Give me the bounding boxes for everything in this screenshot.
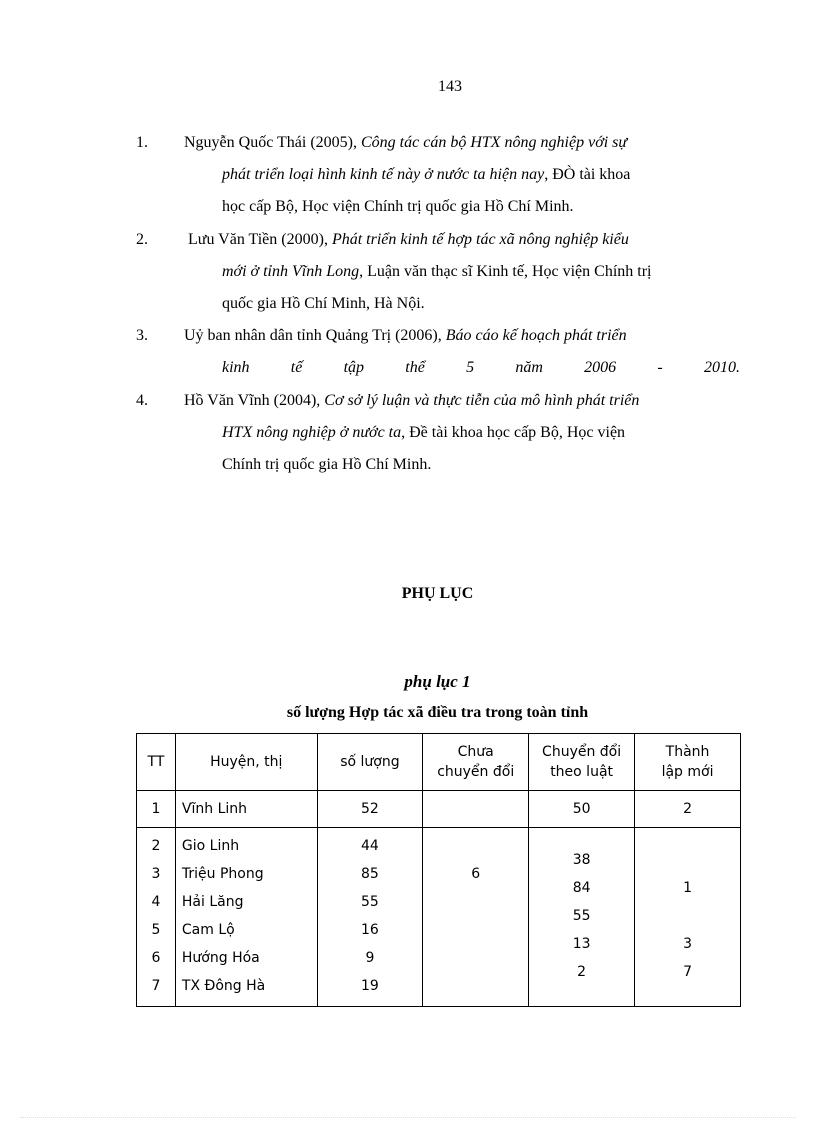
count-value: 9 — [365, 950, 375, 966]
cell-new: 2 — [635, 791, 741, 828]
count-value: 19 — [361, 978, 379, 994]
cooperatives-table — [136, 733, 741, 1007]
cell-count: 52 — [317, 791, 423, 828]
reference-author: Lưu Văn Tiền (2000), — [188, 231, 332, 248]
reference-title-cont: mới ở tỉnh Vĩnh Long — [222, 263, 360, 280]
reference-title-cont: kinh tế tập thể 5 năm 2006 - 2010. — [222, 359, 740, 376]
reference-2 — [136, 231, 740, 321]
appendix-title: phụ lục 1 — [404, 672, 471, 691]
header-new: Thành lập mới — [635, 734, 741, 791]
tt-value: 6 — [151, 950, 161, 966]
converted-value: 84 — [572, 880, 591, 896]
header-count: số lượng — [317, 734, 423, 791]
converted-value: 13 — [572, 936, 591, 952]
reference-title: Phát triển kinh tế hợp tác xã nông nghiệp kiểu — [331, 231, 629, 248]
new-value: 7 — [683, 964, 692, 980]
tt-value: 4 — [151, 894, 161, 910]
appendix-subtitle: số lượng Hợp tác xã điều tra trong toàn tỉnh — [286, 704, 589, 721]
reference-number: 4. — [136, 392, 148, 409]
tt-value: 5 — [151, 922, 161, 938]
cell-new-group — [635, 828, 741, 1007]
header-tt: TT — [137, 734, 176, 791]
reference-author: Hồ Văn Vĩnh (2004), — [184, 392, 325, 409]
cell-not-converted-group — [423, 828, 529, 1007]
reference-author: Uỷ ban nhân dân tỉnh Quảng Trị (2006), — [184, 327, 446, 344]
cell-not-converted — [423, 791, 529, 828]
cell-tt-group — [137, 828, 176, 1007]
converted-value: 2 — [577, 964, 587, 980]
new-value: 1 — [683, 880, 692, 896]
tt-value: 7 — [151, 978, 161, 994]
table-header-row — [137, 734, 741, 791]
page-number: 143 — [438, 78, 462, 95]
district-name: Triệu Phong — [181, 866, 264, 882]
reference-title: Cơ sở lý luận và thực tiễn của mô hình phát triển — [324, 392, 640, 409]
reference-source-cont: Chính trị quốc gia Hồ Chí Minh. — [222, 456, 432, 473]
reference-1 — [136, 134, 740, 224]
cell-converted-group — [529, 828, 635, 1007]
district-name: Cam Lộ — [181, 922, 235, 938]
page-bottom-divider — [20, 1117, 796, 1118]
cell-tt: 1 — [137, 791, 176, 828]
new-value: 3 — [683, 936, 692, 952]
reference-number: 2. — [136, 231, 148, 248]
reference-source-cont: học cấp Bộ, Học viện Chính trị quốc gia Hồ Chí Minh. — [222, 198, 574, 215]
header-converted: Chuyển đổi theo luật — [529, 734, 635, 791]
reference-3 — [136, 327, 740, 387]
count-value: 16 — [361, 922, 379, 938]
tt-value: 2 — [151, 838, 161, 854]
not-converted-value: 6 — [471, 866, 481, 882]
district-name: Hướng Hóa — [181, 950, 260, 966]
reference-number: 3. — [136, 327, 148, 344]
district-name: TX Đông Hà — [181, 978, 266, 994]
header-district: Huyện, thị — [175, 734, 317, 791]
reference-source: , Luận văn thạc sĩ Kinh tế, Học viện Chính trị — [359, 263, 652, 280]
reference-source: , Đề tài khoa học cấp Bộ, Học viện — [401, 424, 626, 441]
reference-4 — [136, 392, 740, 482]
cell-count-group — [317, 828, 423, 1007]
section-heading: PHỤ LỤC — [401, 585, 474, 602]
count-value: 44 — [361, 838, 379, 854]
cell-district-group — [175, 828, 317, 1007]
header-not-converted: Chưa chuyển đổi — [423, 734, 529, 791]
reference-source: , ĐÒ tài khoa — [544, 166, 631, 183]
count-value: 85 — [361, 866, 379, 882]
reference-number: 1. — [136, 134, 148, 151]
reference-title-cont: HTX nông nghiệp ở nước ta — [222, 424, 402, 441]
reference-title: Công tác cán bộ HTX nông nghiệp với sự — [361, 134, 628, 151]
cell-converted: 50 — [529, 791, 635, 828]
converted-value: 38 — [572, 852, 591, 868]
reference-title-cont: phát triển loại hình kinh tế này ở nước ta hiện nay — [222, 166, 545, 183]
reference-source-cont: quốc gia Hồ Chí Minh, Hà Nội. — [222, 295, 425, 312]
tt-value: 3 — [151, 866, 161, 882]
reference-author: Nguyễn Quốc Thái (2005), — [184, 134, 361, 151]
converted-value: 55 — [572, 908, 591, 924]
district-name: Gio Linh — [181, 838, 240, 854]
district-name: Hải Lăng — [181, 894, 244, 910]
table-row-group — [137, 828, 741, 1007]
count-value: 55 — [361, 894, 379, 910]
table-row — [137, 791, 741, 828]
cell-district: Vĩnh Linh — [175, 791, 317, 828]
reference-title: Báo cáo kế hoạch phát triển — [445, 327, 627, 344]
